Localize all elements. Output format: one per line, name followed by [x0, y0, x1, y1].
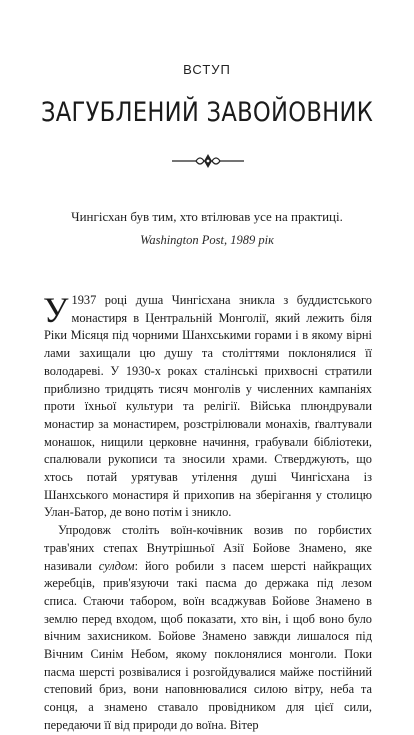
paragraph-2-start: Упродовж століть воїн-кочівник возив по горбистих трав'яних степах Внутрішньої Азії Бойове Знамено, яке називали: [44, 523, 372, 573]
epigraph: [0, 208, 414, 248]
epigraph-source: Washington Post, 1989 рік: [140, 233, 274, 247]
epigraph-quote: Чингісхан був тим, хто втілював усе на практиці.: [71, 209, 343, 224]
paragraph-2-term: сулдом: [98, 558, 135, 573]
paragraph-1: [44, 292, 372, 522]
drop-cap: У: [43, 290, 69, 330]
paragraph-1-text: 1937 році душа Чингісхана зникла з буддистського монастиря в Центральній Монголії, який лежить біля Ріки Місяця під чорними Шанхськими горами і в якому вірні лами захищали цю душу та століттями поклонялися її володареві. У 1930-х роках сталінські прихвосні стратили приблизно тридцять тисяч монголів у численних кампаніях проти їхньої культури та релігії. Війська плюндрували монастир за монастирем, розстрілювали монахів, ґвалтували монашок, нищили церковне начиння, грабували бібліотеки, спалювали рукописи та зносили храми. Стверджують, що хтось потай урятував утілення душі Чингісхана із Шанхського монастиря й прихопив на зберігання у столицю Улан-Батор, де воно потім і зникло.: [44, 293, 372, 520]
paragraph-2: [44, 522, 372, 734]
paragraph-2-end: : його робили з пасем шерсті найкращих жеребців, прив'язуючи такі пасма до держака під лезом списа. Стаючи табором, воїн всаджував Бойове Знамено в землю перед входом, щоб показати, хто він, і щоб воно було вічним захисником. Бойове Знамено завжди лишалося під Вічним Синім Небом, якому поклонялися монголи. Поки пасма шерсті розвівалися і розгойдувалися майже постійний степовий бриз, вони наповнювалися силою вітру, неба та сонця, а знамено ставало провідником для цієї сили, передаючи її від природи до воїна. Вітер: [44, 558, 372, 732]
section-label: ВСТУП: [183, 62, 231, 77]
chapter-title: ЗАГУБЛЕНИЙ ЗАВОЙОВНИК: [40, 97, 374, 128]
body-text: [44, 292, 372, 735]
ornament-divider-icon: [172, 152, 244, 170]
